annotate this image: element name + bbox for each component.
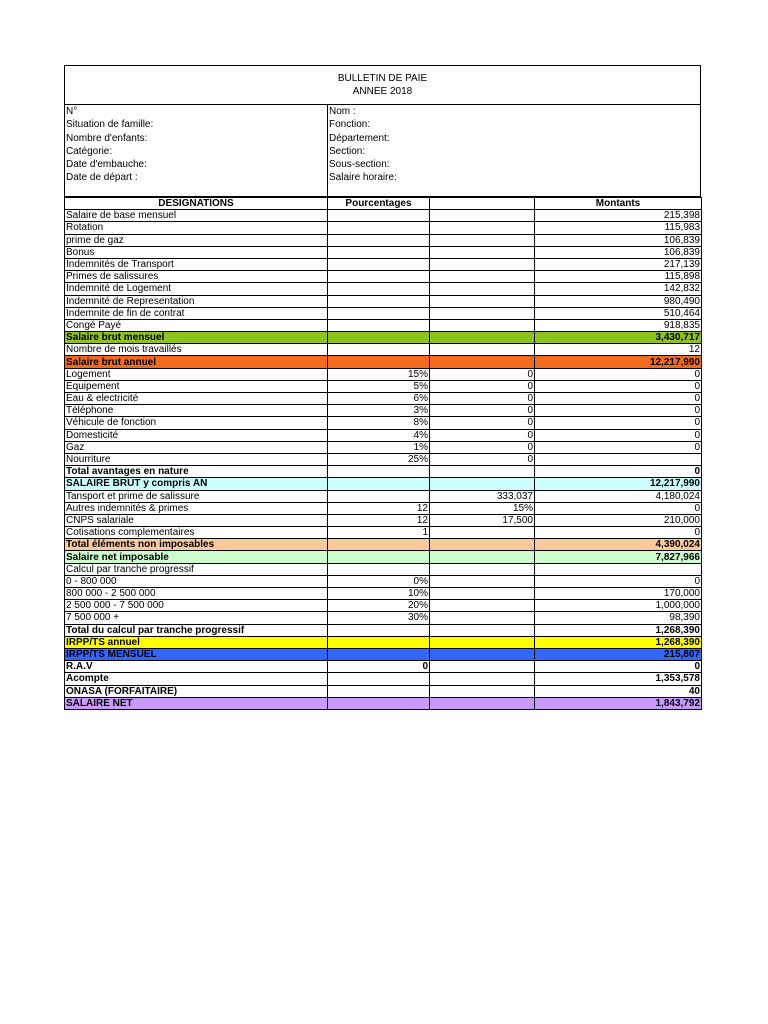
table-row <box>65 344 702 356</box>
row-label: Total avantages en nature <box>65 466 328 478</box>
row-value <box>430 539 535 551</box>
row-value <box>430 612 535 624</box>
row-value: 0 <box>430 405 535 417</box>
row-amount: 1,843,792 <box>535 697 702 709</box>
row-percentage <box>328 673 430 685</box>
row-label: prime de gaz <box>65 234 328 246</box>
info-field: Date d'embauche: <box>66 159 147 171</box>
row-percentage: 20% <box>328 600 430 612</box>
row-label: Indemnité de Representation <box>65 295 328 307</box>
row-percentage: 0 <box>328 661 430 673</box>
row-amount: 0 <box>535 417 702 429</box>
row-label: Logement <box>65 368 328 380</box>
row-label: Cotisations complementaires <box>65 527 328 539</box>
row-amount: 142,832 <box>535 283 702 295</box>
row-amount: 510,464 <box>535 307 702 319</box>
row-amount: 0 <box>535 575 702 587</box>
row-amount: 170,000 <box>535 588 702 600</box>
row-value: 0 <box>430 393 535 405</box>
row-amount: 106,839 <box>535 246 702 258</box>
row-label: Salaire de base mensuel <box>65 210 328 222</box>
row-amount: 0 <box>535 502 702 514</box>
row-value <box>430 563 535 575</box>
row-label: SALAIRE NET <box>65 697 328 709</box>
row-amount: 1,353,578 <box>535 673 702 685</box>
table-row <box>65 527 702 539</box>
row-amount: 4,180,024 <box>535 490 702 502</box>
payslip-year: ANNEE 2018 <box>352 86 413 97</box>
row-percentage: 30% <box>328 612 430 624</box>
table-row <box>65 356 702 368</box>
row-amount: 0 <box>535 441 702 453</box>
row-percentage: 8% <box>328 417 430 429</box>
row-percentage <box>328 234 430 246</box>
col-header-amounts: Montants <box>535 198 702 210</box>
row-percentage: 0% <box>328 575 430 587</box>
row-amount: 12,217,990 <box>535 478 702 490</box>
row-percentage <box>328 478 430 490</box>
row-label: Salaire brut mensuel <box>65 332 328 344</box>
row-percentage: 3% <box>328 405 430 417</box>
row-value <box>430 246 535 258</box>
table-row <box>65 685 702 697</box>
row-percentage <box>328 636 430 648</box>
employee-info <box>64 105 701 197</box>
row-amount: 0 <box>535 661 702 673</box>
table-row <box>65 234 702 246</box>
row-label: 7 500 000 + <box>65 612 328 624</box>
row-label: ONASA (FORFAITAIRE) <box>65 685 328 697</box>
row-amount: 7,827,966 <box>535 551 702 563</box>
table-row <box>65 332 702 344</box>
table-row <box>65 539 702 551</box>
table-row <box>65 319 702 331</box>
row-amount: 0 <box>535 393 702 405</box>
table-row <box>65 417 702 429</box>
table-row <box>65 210 702 222</box>
row-percentage: 1 <box>328 527 430 539</box>
table-row <box>65 246 702 258</box>
row-label: Equipement <box>65 380 328 392</box>
table-row <box>65 563 702 575</box>
table-row <box>65 661 702 673</box>
row-amount: 40 <box>535 685 702 697</box>
col-header-designations: DESIGNATIONS <box>65 198 328 210</box>
payslip-header <box>64 65 701 105</box>
row-label: Total éléments non imposables <box>65 539 328 551</box>
row-label: Salaire net imposable <box>65 551 328 563</box>
row-amount: 12 <box>535 344 702 356</box>
row-percentage <box>328 332 430 344</box>
table-row <box>65 258 702 270</box>
row-label: R.A.V <box>65 661 328 673</box>
row-label: Rotation <box>65 222 328 234</box>
row-amount: 215,398 <box>535 210 702 222</box>
table-row <box>65 368 702 380</box>
row-value <box>430 283 535 295</box>
row-percentage: 6% <box>328 393 430 405</box>
table-row <box>65 697 702 709</box>
row-amount: 0 <box>535 527 702 539</box>
row-amount: 217,139 <box>535 258 702 270</box>
table-row <box>65 551 702 563</box>
row-value <box>430 332 535 344</box>
row-percentage <box>328 283 430 295</box>
row-label: 800 000 - 2 500 000 <box>65 588 328 600</box>
row-value <box>430 588 535 600</box>
row-value: 333,037 <box>430 490 535 502</box>
row-value <box>430 636 535 648</box>
row-amount: 0 <box>535 380 702 392</box>
payslip-rows <box>65 210 702 710</box>
row-value <box>430 648 535 660</box>
col-header-percentages: Pourcentages <box>328 198 430 210</box>
row-value <box>430 344 535 356</box>
row-value <box>430 527 535 539</box>
row-label: Calcul par tranche progressif <box>65 563 328 575</box>
table-row <box>65 673 702 685</box>
row-label: Eau & electricité <box>65 393 328 405</box>
row-label: Salaire brut annuel <box>65 356 328 368</box>
row-percentage <box>328 295 430 307</box>
row-value: 0 <box>430 429 535 441</box>
row-amount: 106,839 <box>535 234 702 246</box>
table-row <box>65 393 702 405</box>
row-label: Indemnités de Transport <box>65 258 328 270</box>
row-label: Indemnité de Logement <box>65 283 328 295</box>
info-field: Catégorie: <box>66 145 113 157</box>
table-row <box>65 636 702 648</box>
row-label: 2 500 000 - 7 500 000 <box>65 600 328 612</box>
row-amount: 0 <box>535 368 702 380</box>
table-row <box>65 502 702 514</box>
row-value <box>430 624 535 636</box>
row-percentage: 5% <box>328 380 430 392</box>
row-label: Nourriture <box>65 453 328 465</box>
table-row <box>65 478 702 490</box>
table-row <box>65 380 702 392</box>
table-row <box>65 648 702 660</box>
info-field: Sous-section: <box>329 159 390 171</box>
table-row <box>65 283 702 295</box>
row-value: 15% <box>430 502 535 514</box>
row-value <box>430 271 535 283</box>
info-field: Section: <box>329 145 366 157</box>
row-label: Acompte <box>65 673 328 685</box>
table-row <box>65 441 702 453</box>
table-row <box>65 222 702 234</box>
row-value <box>430 258 535 270</box>
table-header-row <box>65 198 702 210</box>
row-value <box>430 466 535 478</box>
row-percentage: 1% <box>328 441 430 453</box>
row-amount <box>535 563 702 575</box>
row-amount <box>535 453 702 465</box>
info-field: Salaire horaire: <box>329 172 397 184</box>
table-row <box>65 405 702 417</box>
row-percentage <box>328 624 430 636</box>
row-amount: 4,390,024 <box>535 539 702 551</box>
row-percentage <box>328 356 430 368</box>
row-label: Total du calcul par tranche progressif <box>65 624 328 636</box>
employee-info-right <box>328 105 700 196</box>
table-row <box>65 588 702 600</box>
table-row <box>65 624 702 636</box>
row-label: IRPP/TS MENSUEL <box>65 648 328 660</box>
row-amount: 12,217,990 <box>535 356 702 368</box>
row-amount: 1,000,000 <box>535 600 702 612</box>
row-value: 17,500 <box>430 514 535 526</box>
row-percentage <box>328 685 430 697</box>
row-amount: 980,490 <box>535 295 702 307</box>
row-label: Autres indemnités & primes <box>65 502 328 514</box>
row-percentage: 25% <box>328 453 430 465</box>
row-value <box>430 673 535 685</box>
row-value <box>430 222 535 234</box>
row-value: 0 <box>430 368 535 380</box>
info-field: Nom : <box>329 106 356 117</box>
info-field: Nombre d'enfants: <box>66 132 148 144</box>
payslip-table <box>64 197 702 710</box>
row-value: 0 <box>430 453 535 465</box>
table-row <box>65 466 702 478</box>
row-value <box>430 307 535 319</box>
row-label: Téléphone <box>65 405 328 417</box>
row-percentage <box>328 246 430 258</box>
row-percentage <box>328 466 430 478</box>
row-label: 0 - 800 000 <box>65 575 328 587</box>
row-value <box>430 295 535 307</box>
row-amount: 0 <box>535 429 702 441</box>
info-field: Département: <box>329 132 390 144</box>
row-percentage: 12 <box>328 502 430 514</box>
row-value <box>430 234 535 246</box>
payslip-title: BULLETIN DE PAIE <box>337 73 428 84</box>
row-percentage: 15% <box>328 368 430 380</box>
row-percentage <box>328 210 430 222</box>
row-value <box>430 661 535 673</box>
info-field: Date de départ : <box>66 172 138 184</box>
table-row <box>65 453 702 465</box>
row-value <box>430 685 535 697</box>
row-amount: 215,807 <box>535 648 702 660</box>
info-field: N° <box>66 106 78 117</box>
table-row <box>65 575 702 587</box>
row-label: Domesticité <box>65 429 328 441</box>
row-percentage <box>328 697 430 709</box>
row-amount: 98,390 <box>535 612 702 624</box>
row-value: 0 <box>430 441 535 453</box>
row-label: IRPP/TS annuel <box>65 636 328 648</box>
row-amount: 210,000 <box>535 514 702 526</box>
row-percentage <box>328 222 430 234</box>
row-amount: 115,983 <box>535 222 702 234</box>
row-label: Gaz <box>65 441 328 453</box>
row-amount: 3,430,717 <box>535 332 702 344</box>
row-value: 0 <box>430 380 535 392</box>
row-percentage <box>328 271 430 283</box>
table-row <box>65 600 702 612</box>
row-label: Tansport et prime de salissure <box>65 490 328 502</box>
row-amount: 1,268,390 <box>535 636 702 648</box>
row-percentage <box>328 307 430 319</box>
row-percentage <box>328 539 430 551</box>
info-field: Situation de famille: <box>66 119 154 131</box>
row-amount: 115,898 <box>535 271 702 283</box>
table-row <box>65 307 702 319</box>
row-amount: 0 <box>535 405 702 417</box>
employee-info-left <box>65 105 328 196</box>
row-value <box>430 697 535 709</box>
row-percentage: 4% <box>328 429 430 441</box>
col-header-blank <box>430 198 535 210</box>
row-value: 0 <box>430 417 535 429</box>
row-percentage <box>328 319 430 331</box>
table-row <box>65 490 702 502</box>
table-row <box>65 514 702 526</box>
row-amount: 1,268,390 <box>535 624 702 636</box>
row-value <box>430 319 535 331</box>
row-value <box>430 356 535 368</box>
row-label: Congé Payé <box>65 319 328 331</box>
row-percentage <box>328 551 430 563</box>
row-value <box>430 210 535 222</box>
row-percentage <box>328 258 430 270</box>
row-percentage <box>328 563 430 575</box>
row-amount: 0 <box>535 466 702 478</box>
row-label: SALAIRE BRUT y compris AN <box>65 478 328 490</box>
row-value <box>430 551 535 563</box>
row-label: Bonus <box>65 246 328 258</box>
row-amount: 918,835 <box>535 319 702 331</box>
table-row <box>65 295 702 307</box>
row-value <box>430 600 535 612</box>
row-label: Nombre de mois travaillés <box>65 344 328 356</box>
table-row <box>65 271 702 283</box>
row-label: CNPS salariale <box>65 514 328 526</box>
row-label: Indemnite de fin de contrat <box>65 307 328 319</box>
row-value <box>430 478 535 490</box>
row-percentage: 10% <box>328 588 430 600</box>
info-field: Fonction: <box>329 119 371 131</box>
row-value <box>430 575 535 587</box>
payslip-sheet <box>64 65 701 710</box>
row-percentage <box>328 344 430 356</box>
row-label: Véhicule de fonction <box>65 417 328 429</box>
row-percentage: 12 <box>328 514 430 526</box>
row-label: Primes de salissures <box>65 271 328 283</box>
row-percentage <box>328 648 430 660</box>
table-row <box>65 429 702 441</box>
row-percentage <box>328 490 430 502</box>
table-row <box>65 612 702 624</box>
